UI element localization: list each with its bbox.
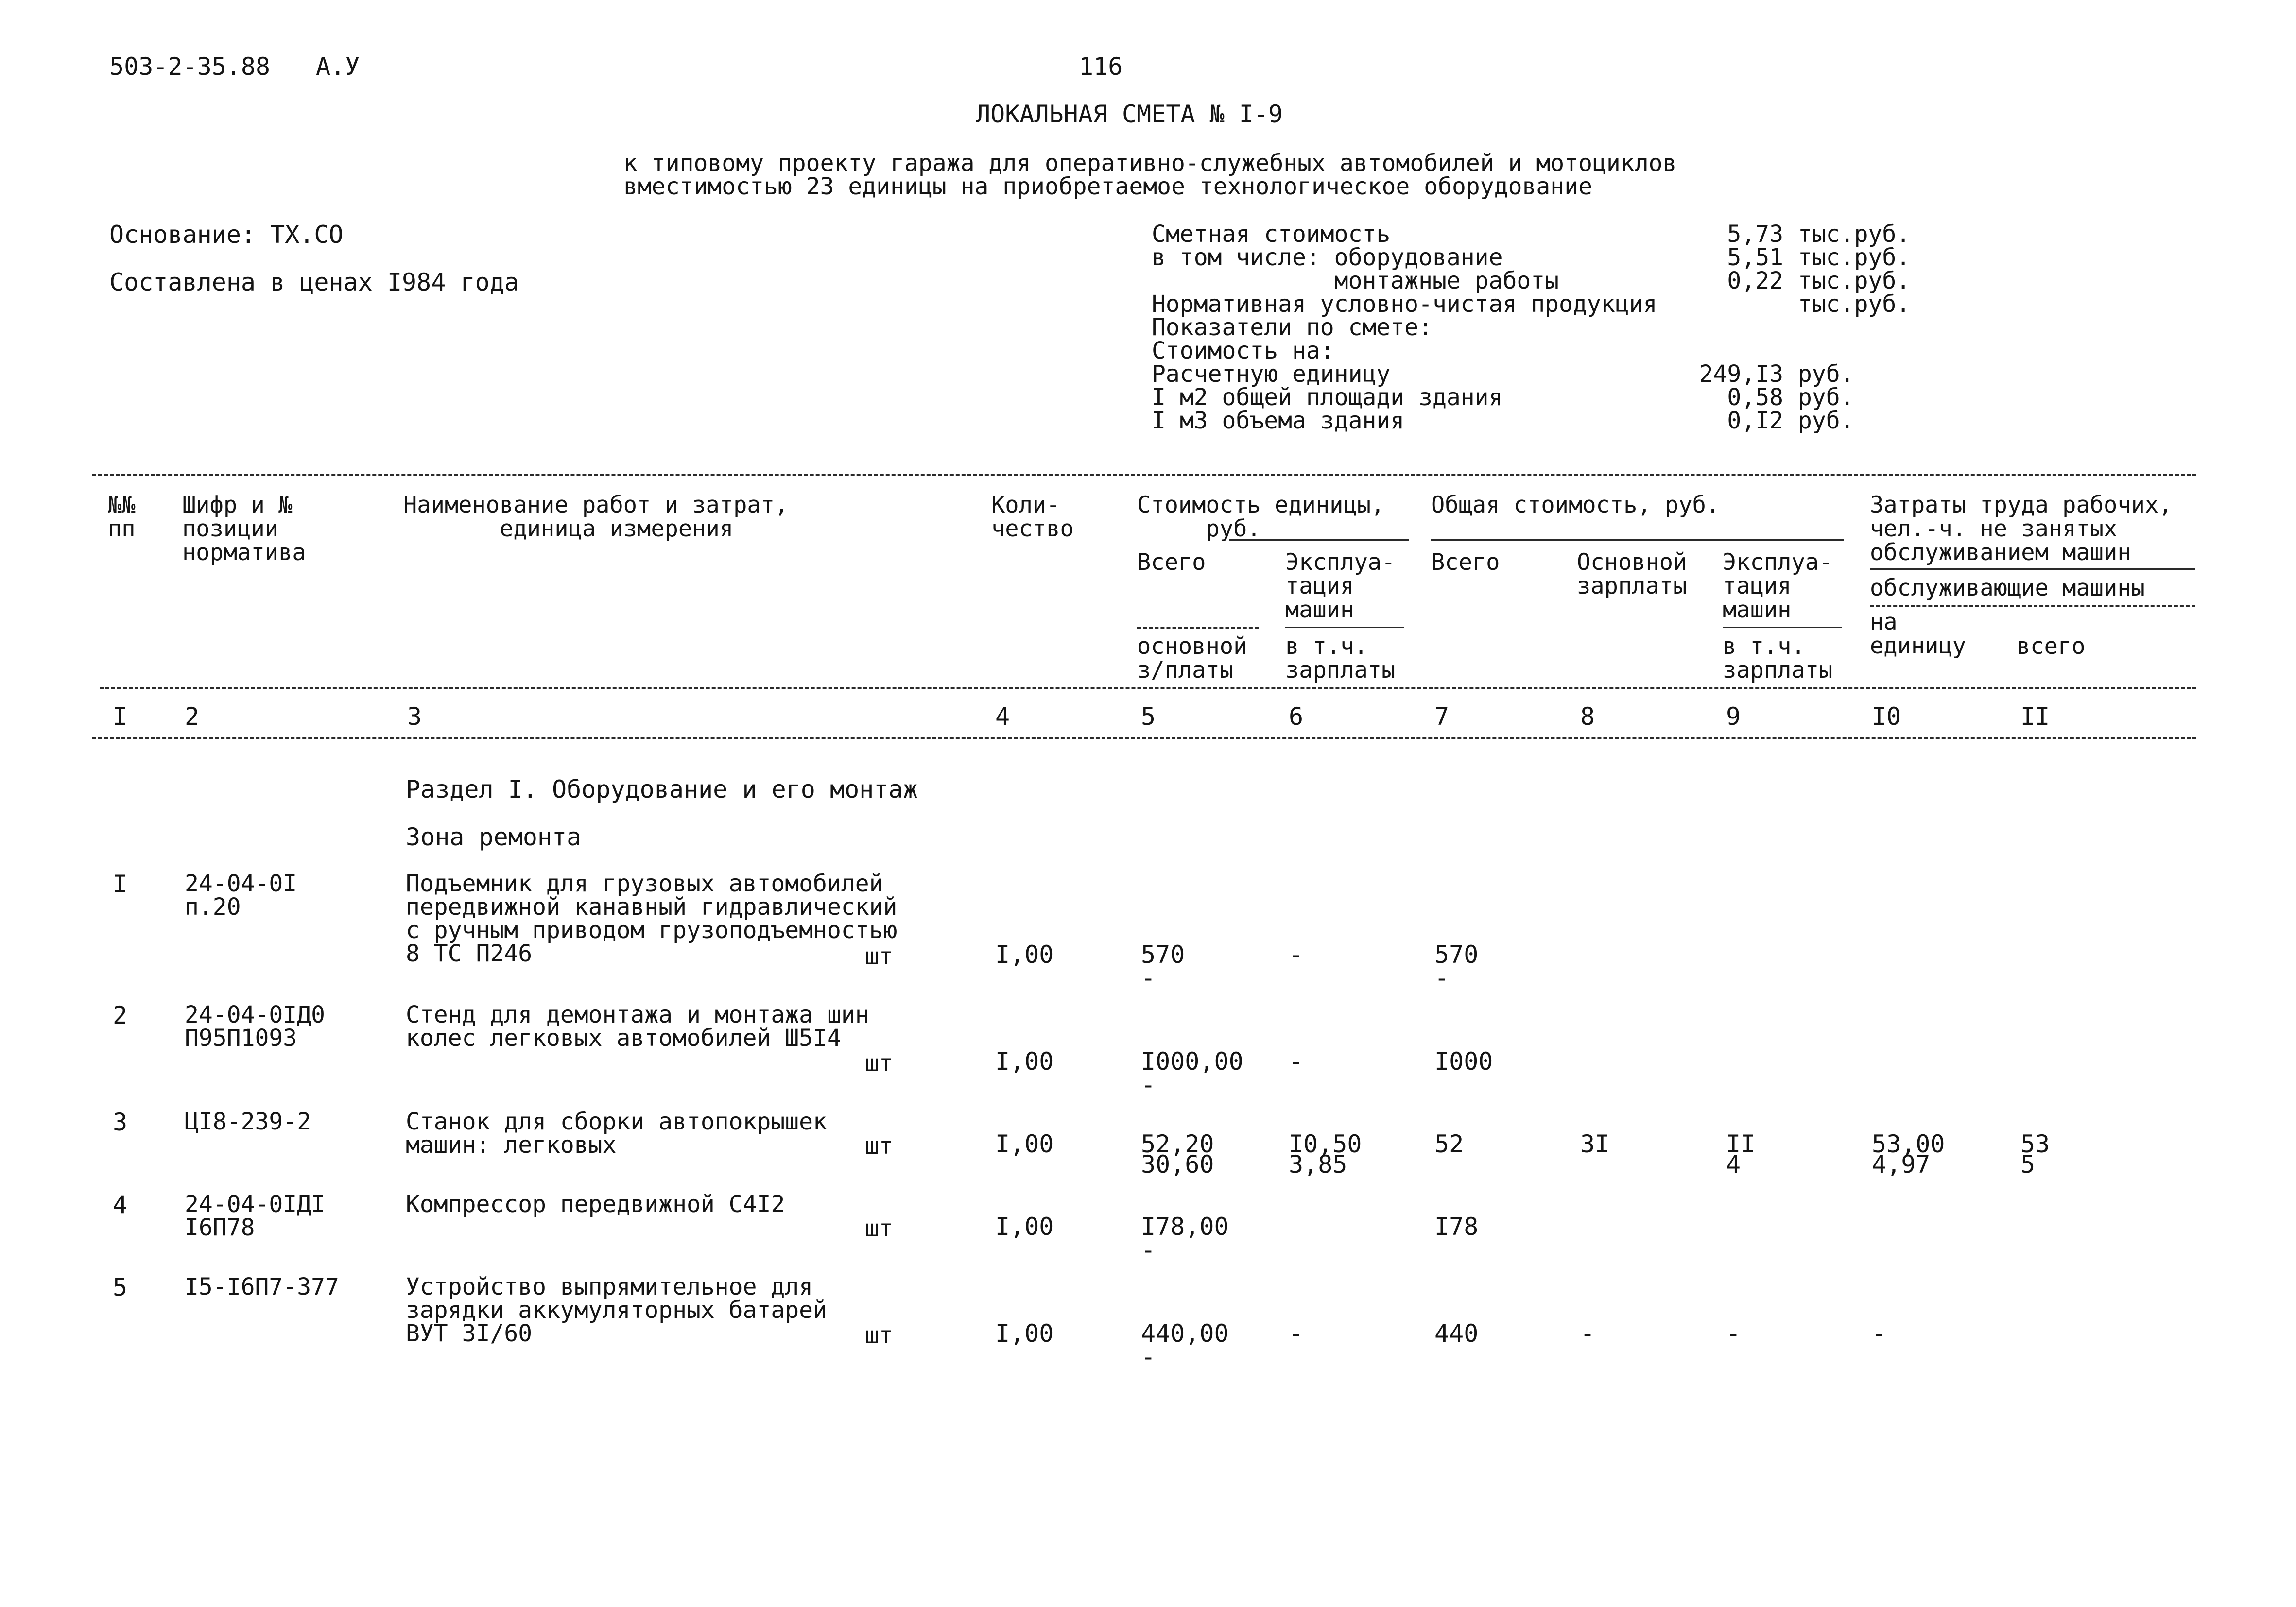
- header-rule: [1137, 627, 1259, 629]
- column-number: 7: [1434, 702, 1450, 731]
- row-total-all: 440: [1434, 1319, 1479, 1348]
- row-quantity: I,00: [995, 1130, 1054, 1158]
- header-unit-machine-wage: в т.ч. зарплаты: [1285, 633, 1396, 684]
- section-title: Раздел I. Оборудование и его монтаж: [406, 775, 918, 804]
- row-total-machine-wage: 4: [1726, 1150, 1741, 1179]
- header-bottom-rule: [100, 687, 2196, 689]
- column-number: 3: [407, 702, 422, 731]
- summary-label: в том числе: оборудование: [1152, 244, 1503, 271]
- header-total-machine: Эксплуа- тация машин: [1723, 549, 1833, 623]
- row-unit-machine: I0,50: [1289, 1130, 1362, 1158]
- price-level: Составлена в ценах I984 года: [109, 268, 519, 296]
- header-unit-base-wage: основной з/платы: [1137, 633, 1247, 684]
- document-code: 503-2-35.88: [109, 52, 271, 81]
- row-unit-total: I78,00: [1141, 1213, 1229, 1241]
- column-numbers-rule: [92, 737, 2196, 739]
- header-total-all: Всего: [1431, 549, 1500, 576]
- row-total-machine: -: [1726, 1319, 1741, 1348]
- row-number: 5: [113, 1273, 128, 1301]
- row-unit-machine-wage: 3,85: [1289, 1150, 1347, 1179]
- row-unit-total: I000,00: [1141, 1047, 1243, 1076]
- row-total-all: 52: [1434, 1130, 1464, 1158]
- row-total-machine: II: [1726, 1130, 1756, 1158]
- header-total-machine-wage: в т.ч. зарплаты: [1723, 633, 1833, 684]
- summary-label: монтажные работы: [1152, 267, 1559, 294]
- indicator-value: 249,I3: [1699, 360, 1783, 388]
- row-labor-unit: 53,00: [1872, 1130, 1945, 1158]
- summary-unit: тыс.руб.: [1798, 267, 1911, 294]
- header-total-cost: Общая стоимость, руб.: [1431, 492, 1720, 518]
- row-name: Устройство выпрямительное для зарядки аккумуляторных батарей ВУТ 3I/60: [406, 1273, 827, 1347]
- summary-unit: тыс.руб.: [1798, 244, 1911, 271]
- column-number: I: [113, 702, 128, 731]
- row-unit: шт: [865, 1132, 893, 1160]
- page-number: 116: [1079, 52, 1123, 81]
- header-unit-cost: Стоимость единицы, руб.: [1137, 492, 1385, 542]
- header-labor-all: всего: [2017, 633, 2086, 660]
- column-number: 6: [1289, 702, 1304, 731]
- summary-value: 0,22: [1727, 267, 1783, 294]
- row-labor-all-machine: 5: [2020, 1150, 2036, 1179]
- indicator-label: Расчетную единицу: [1152, 360, 1391, 388]
- estimate-subtitle-line-1: к типовому проекту гаража для оперативно-служебных автомобилей и мотоциклов: [623, 150, 1677, 177]
- header-total-base-wage: Основной зарплаты: [1577, 549, 1687, 599]
- estimate-subtitle-line-2: вместимостью 23 единицы на приобретаемое технологическое оборудование: [623, 173, 1592, 200]
- row-unit-base-wage: -: [1141, 964, 1156, 992]
- estimate-title: ЛОКАЛЬНАЯ СМЕТА № I-9: [976, 100, 1283, 128]
- row-name: Компрессор передвижной С4I2: [406, 1191, 785, 1218]
- basis: Основание: ТХ.СО: [109, 221, 344, 249]
- column-number: 5: [1141, 702, 1156, 731]
- row-labor-all: 53: [2020, 1130, 2050, 1158]
- row-labor-unit: -: [1872, 1319, 1887, 1348]
- header-labor-unit: на единицу: [1870, 609, 1967, 659]
- row-unit-total: 570: [1141, 940, 1185, 969]
- column-number: 9: [1726, 702, 1741, 731]
- summary-unit: тыс.руб.: [1798, 291, 1911, 318]
- row-code: I5-I6П7-377: [185, 1273, 339, 1300]
- header-labor: Затраты труда рабочих, чел.-ч. не занятых обслуживанием машин: [1870, 492, 2173, 566]
- row-unit-machine: -: [1289, 1047, 1304, 1076]
- header-rule: [1229, 539, 1409, 541]
- summary-value: 5,51: [1727, 244, 1783, 271]
- row-number: I: [113, 870, 128, 898]
- column-number: 4: [995, 702, 1010, 731]
- row-unit: шт: [865, 1322, 893, 1349]
- row-total-all: 570: [1434, 940, 1479, 969]
- header-quantity: Коли- чество: [991, 492, 1074, 542]
- indicator-label: I м3 объема здания: [1152, 407, 1405, 434]
- row-unit-machine: -: [1289, 1319, 1304, 1348]
- indicator-unit: руб.: [1798, 384, 1854, 411]
- header-rule: [1431, 539, 1844, 541]
- header-rule: [1870, 605, 2195, 607]
- row-unit-total: 440,00: [1141, 1319, 1229, 1348]
- column-number: II: [2020, 702, 2050, 731]
- row-number: 2: [113, 1001, 128, 1029]
- row-unit: шт: [865, 1215, 893, 1242]
- summary-label: Нормативная условно-чистая продукция: [1152, 291, 1657, 318]
- header-code: Шифр и № позиции норматива: [182, 492, 306, 566]
- row-unit: шт: [865, 1050, 893, 1077]
- row-number: 4: [113, 1191, 128, 1219]
- row-total-all: I78: [1434, 1213, 1479, 1241]
- header-rule: [1723, 627, 1842, 628]
- column-number: 2: [185, 702, 200, 731]
- row-unit-base-wage: -: [1141, 1071, 1156, 1099]
- column-number: 8: [1580, 702, 1595, 731]
- header-unit-total: Всего: [1137, 549, 1206, 576]
- indicator-value: 0,58: [1727, 384, 1783, 411]
- header-rule: [1285, 627, 1404, 628]
- summary-unit: тыс.руб.: [1798, 221, 1911, 248]
- row-labor-unit-machine: 4,97: [1872, 1150, 1931, 1179]
- indicator-label: I м2 общей площади здания: [1152, 384, 1503, 411]
- header-unit-machine: Эксплуа- тация машин: [1285, 549, 1396, 623]
- header-num: №№ пп: [108, 492, 136, 542]
- subsection-title: Зона ремонта: [406, 823, 582, 851]
- header-rule: [1870, 568, 2195, 570]
- header-name: Наименование работ и затрат, единица измерения: [403, 492, 789, 542]
- row-total-all: I000: [1434, 1047, 1493, 1076]
- cost-on-label: Стоимость на:: [1152, 337, 1334, 364]
- indicator-unit: руб.: [1798, 407, 1854, 434]
- summary-value: 5,73: [1727, 221, 1783, 248]
- indicators-title: Показатели по смете:: [1152, 314, 1433, 341]
- row-name: Станок для сборки автопокрышек машин: легковых: [406, 1108, 827, 1159]
- row-unit-base-wage: 30,60: [1141, 1150, 1214, 1179]
- column-number: I0: [1872, 702, 1901, 731]
- row-total-base-wage: 3I: [1580, 1130, 1610, 1158]
- row-quantity: I,00: [995, 1213, 1054, 1241]
- row-total-base-wage: -: [1580, 1319, 1595, 1348]
- table-top-rule: [92, 474, 2196, 476]
- row-unit: шт: [865, 943, 893, 970]
- indicator-unit: руб.: [1798, 360, 1854, 388]
- row-code: 24-04-0IД0 П95П1093: [185, 1001, 325, 1052]
- row-code: 24-04-0I п.20: [185, 870, 297, 921]
- album-code: А.У: [316, 52, 360, 81]
- row-total-sub: -: [1434, 964, 1450, 992]
- row-unit-base-wage: -: [1141, 1236, 1156, 1264]
- row-name: Стенд для демонтажа и монтажа шин колес легковых автомобилей Ш5I4: [406, 1001, 869, 1052]
- row-number: 3: [113, 1108, 128, 1136]
- row-quantity: I,00: [995, 940, 1054, 969]
- row-unit-machine: -: [1289, 940, 1304, 969]
- row-unit-total: 52,20: [1141, 1130, 1214, 1158]
- row-quantity: I,00: [995, 1319, 1054, 1348]
- row-code: 24-04-0IДI I6П78: [185, 1191, 325, 1241]
- row-unit-base-wage: -: [1141, 1343, 1156, 1371]
- header-labor-machine: обслуживающие машины: [1870, 575, 2145, 601]
- row-name: Подъемник для грузовых автомобилей передвижной канавный гидравлический с ручным приводом грузоподъемностью 8 ТС П246: [406, 870, 898, 967]
- indicator-value: 0,I2: [1727, 407, 1783, 434]
- row-code: ЦI8-239-2: [185, 1108, 311, 1135]
- row-quantity: I,00: [995, 1047, 1054, 1076]
- summary-label: Сметная стоимость: [1152, 221, 1391, 248]
